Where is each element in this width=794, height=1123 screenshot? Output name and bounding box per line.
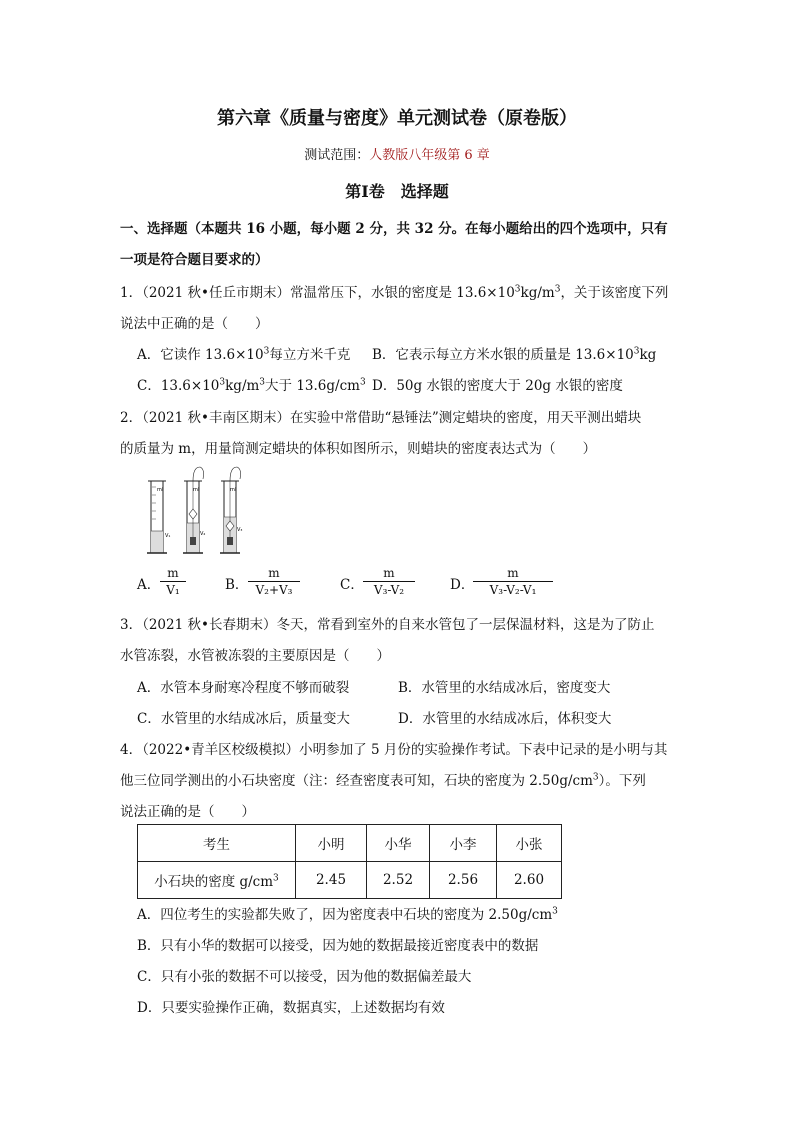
section-title: 第Ⅰ卷 选择题 (345, 182, 449, 201)
table-cell: 2.52 (367, 862, 430, 899)
table-header-cell: 考生 (138, 825, 296, 862)
q1-option-b (372, 343, 656, 363)
graduated-cylinders-figure (140, 465, 260, 560)
q1-stem-line2: 说法中正确的是（ ） (120, 316, 269, 332)
fraction-numerator: m (507, 566, 519, 580)
fraction-denominator: V₃-V₂-V₁ (489, 583, 537, 597)
q4-stem-line3: 说法正确的是（ ） (120, 804, 255, 820)
q3-option-b: B．水管里的水结成冰后，密度变大 (398, 680, 611, 696)
instructions-line1: 一、选择题（本题共 16 小题，每小题 2 分，共 32 分。在每小题给出的四个选项中，只有 (120, 221, 668, 237)
q3-stem-line1: 3．（2021 秋•长春期末）冬天，常看到室外的自来水管包了一层保温材料，这是为了防止 (120, 617, 655, 633)
q1-option-b-part: B．它表示每立方米水银的质量是 13.6×10 (372, 347, 634, 363)
q3-option-d: D．水管里的水结成冰后，体积变大 (398, 711, 612, 727)
q1-option-b-part: kg (639, 347, 657, 363)
exponent: 3 (554, 284, 561, 295)
table-row (138, 862, 562, 899)
q4-option-c: C．只有小张的数据不可以接受，因为他的数据偏差最大 (137, 969, 472, 985)
row-label-text: 小石块的密度 g/cm (154, 874, 274, 890)
q1-option-a-part: A．它读作 13.6×10 (137, 347, 264, 363)
q2-option-b-label: B． (225, 577, 249, 593)
fraction-numerator: m (268, 566, 280, 580)
q1-option-d: D．50g 水银的密度大于 20g 水银的密度 (372, 378, 623, 394)
q2-option-b-fraction (248, 566, 300, 597)
fraction-denominator: V₂+V₃ (255, 583, 293, 597)
q1-option-c-part: kg/m (225, 378, 260, 394)
q4-option-a (137, 903, 558, 923)
q4-option-b: B．只有小华的数据可以接受，因为她的数据最接近密度表中的数据 (137, 938, 539, 954)
q3-option-a: A．水管本身耐寒冷程度不够而破裂 (137, 680, 350, 696)
cylinder-1 (147, 481, 170, 553)
q1-option-a-part: 每立方米千克 (269, 347, 351, 363)
table-cell: 2.60 (497, 862, 562, 899)
exponent: 3 (263, 346, 270, 357)
exponent: 3 (273, 873, 279, 884)
table-header-cell: 小华 (367, 825, 430, 862)
q1-option-a (137, 343, 350, 363)
q2-option-d-label: D． (450, 577, 475, 593)
q4-option-a-text: A．四位考生的实验都失败了，因为密度表中石块的密度为 2.50g/cm (137, 907, 553, 923)
q2-option-c-label: C． (340, 577, 364, 593)
table-header-cell: 小明 (296, 825, 367, 862)
exponent: 3 (219, 377, 226, 388)
q4-stem-part-a: 他三位同学测出的小石块密度（注：经查密度表可知，石块的密度为 2.50g/cm (120, 773, 593, 789)
q1-option-c-part: 大于 13.6g/cm (265, 378, 360, 394)
q2-stem-line1: 2．（2021 秋•丰南区期末）在实验中常借助“悬锤法”测定蜡块的密度，用天平测出蜡块 (120, 410, 642, 426)
table-header-cell: 小李 (430, 825, 497, 862)
q2-option-c-fraction (363, 566, 415, 597)
q4-option-d: D．只要实验操作正确，数据真实，上述数据均有效 (137, 1000, 445, 1016)
q1-stem-part-c: ，关于该密度下列 (560, 285, 669, 301)
exponent: 3 (259, 377, 266, 388)
test-range-value: 人教版八年级第 6 章 (369, 148, 490, 163)
test-range-prefix: 测试范围： (304, 148, 370, 163)
exponent: 3 (514, 284, 521, 295)
q3-stem-line2: 水管冻裂，水管被冻裂的主要原因是（ ） (120, 648, 390, 664)
q1-stem-part-a: 1．（2021 秋•任丘市期末）常温常压下，水银的密度是 13.6×10 (120, 285, 515, 301)
exponent: 3 (359, 377, 366, 388)
q2-stem-line2: 的质量为 m，用量筒测定蜡块的体积如图所示，则蜡块的密度表达式为（ ） (120, 441, 597, 457)
cylinder-unit-label: ml (157, 487, 164, 493)
fraction-numerator: m (383, 566, 395, 580)
q4-stem-line1: 4．（2022•青羊区校级模拟）小明参加了 5 月份的实验操作考试。下表中记录的是小明与其 (120, 742, 668, 758)
table-header-cell: 小张 (497, 825, 562, 862)
q1-option-c (137, 374, 366, 394)
exponent: 3 (633, 346, 640, 357)
cylinder-3 (220, 467, 242, 553)
instructions-line2: 一项是符合题目要求的） (120, 252, 269, 268)
exponent: 3 (592, 772, 599, 783)
table-row (138, 825, 562, 862)
cylinder-unit-label: ml (193, 487, 200, 493)
density-table (137, 824, 562, 899)
q1-stem-line1 (120, 281, 668, 301)
table-row-label (138, 862, 296, 899)
q1-option-c-part: C．13.6×10 (137, 378, 220, 394)
fraction-denominator: V₃-V₂ (373, 583, 405, 597)
q4-stem-part-b: ）。下列 (598, 773, 646, 789)
q2-option-a-fraction (160, 566, 186, 597)
q4-stem-line2 (120, 769, 646, 789)
q3-option-c: C．水管里的水结成冰后，质量变大 (137, 711, 350, 727)
q2-option-a-label: A． (137, 577, 161, 593)
exam-title: 第六章《质量与密度》单元测试卷（原卷版） (217, 108, 577, 129)
cylinder-volume-label: V₁ (165, 533, 171, 539)
table-cell: 2.56 (430, 862, 497, 899)
table-cell: 2.45 (296, 862, 367, 899)
cylinder-2 (183, 467, 205, 553)
cylinder-unit-label: ml (230, 487, 237, 493)
q2-option-d-fraction (473, 566, 553, 597)
q1-stem-part-b: kg/m (520, 285, 555, 301)
fraction-numerator: m (167, 566, 179, 580)
test-range (0, 144, 794, 163)
cylinder-volume-label: V₃ (237, 527, 243, 533)
exponent: 3 (552, 906, 558, 917)
cylinder-volume-label: V₂ (200, 531, 206, 537)
fraction-denominator: V₁ (166, 583, 180, 597)
